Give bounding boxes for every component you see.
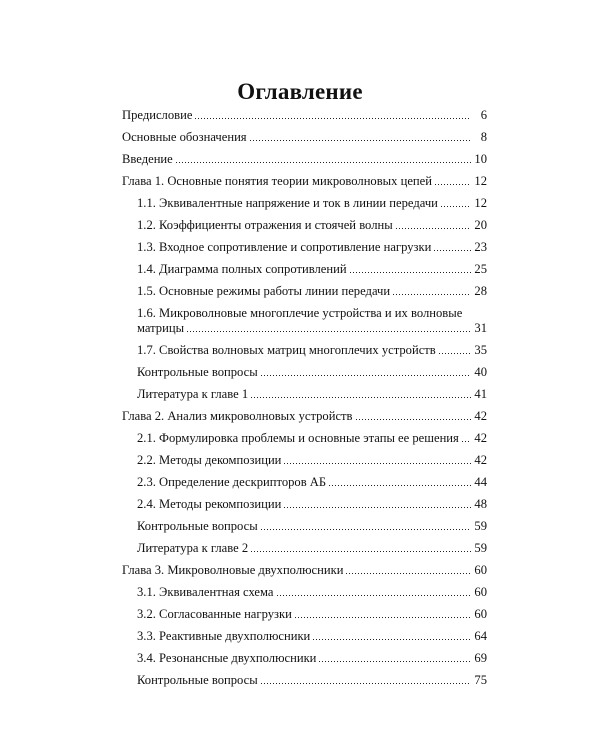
dot-leader: [250, 543, 471, 553]
toc-entry-line2: [137, 321, 487, 336]
dot-leader: [250, 389, 471, 399]
toc-entry-label: Контрольные вопросы: [137, 365, 258, 379]
toc-entry: [122, 240, 487, 255]
toc-entry-page: 69: [474, 651, 487, 665]
toc-entry-label: 1.3. Входное сопротивление и сопротивление нагрузки: [137, 240, 432, 254]
dot-leader: [283, 455, 471, 465]
toc-entry-page: 60: [474, 563, 487, 577]
toc-entry: [122, 541, 487, 556]
toc-entry-label: 1.1. Эквивалентные напряжение и ток в линии передачи: [137, 196, 438, 210]
toc-entry-label: Глава 2. Анализ микроволновых устройств: [122, 409, 353, 423]
toc-entry-label: 2.4. Методы рекомпозиции: [137, 497, 282, 511]
dot-leader: [440, 198, 471, 208]
toc-entry-label-continued: матрицы: [137, 321, 185, 335]
toc-entry-page: 8: [480, 130, 487, 144]
dot-leader: [249, 132, 471, 142]
toc-entry-label: 2.2. Методы декомпозиции: [137, 453, 282, 467]
toc-entry: [122, 306, 487, 336]
toc-entry: [122, 431, 487, 446]
toc-entry-page: 64: [474, 629, 487, 643]
toc-entry-label: Глава 1. Основные понятия теории микроволновых цепей: [122, 174, 432, 188]
dot-leader: [349, 264, 471, 274]
toc-entry-label: Контрольные вопросы: [137, 673, 258, 687]
toc-entry: [122, 130, 487, 145]
toc-entry: [122, 651, 487, 666]
dot-leader: [294, 609, 471, 619]
toc-entry: [122, 409, 487, 424]
toc-entry-page: 35: [474, 343, 487, 357]
toc-entry-label: 3.2. Согласованные нагрузки: [137, 607, 292, 621]
toc-entry-label: Основные обозначения: [122, 130, 247, 144]
toc-entry: [122, 475, 487, 490]
toc-entry: [122, 497, 487, 512]
toc-entry-label: Литература к главе 1: [137, 387, 249, 401]
dot-leader: [328, 477, 471, 487]
toc-entry-label: Глава 3. Микроволновые двухполюсники: [122, 563, 344, 577]
toc-entry-label: 1.7. Свойства волновых матриц многоплечих устройств: [137, 343, 436, 357]
dot-leader: [260, 675, 471, 685]
toc-entry-page: 41: [474, 387, 487, 401]
toc-entry-label: 1.2. Коэффициенты отражения и стоячей волны: [137, 218, 393, 232]
toc-entry-page: 60: [474, 585, 487, 599]
toc-entry-page: 59: [474, 541, 487, 555]
toc-entry: [122, 673, 487, 688]
toc-entry-page: 42: [474, 453, 487, 467]
dot-leader: [438, 345, 471, 355]
toc-entry-page: 12: [474, 196, 487, 210]
dot-leader: [260, 521, 471, 531]
toc-entry-page: 12: [474, 174, 487, 188]
dot-leader: [434, 176, 471, 186]
table-of-contents: [122, 108, 487, 688]
dot-leader: [186, 323, 471, 333]
toc-entry: [122, 218, 487, 233]
toc-entry-label: Предисловие: [122, 108, 193, 122]
dot-leader: [312, 631, 471, 641]
toc-entry-page: 75: [474, 673, 487, 687]
toc-entry: [122, 365, 487, 380]
toc-entry: [122, 585, 487, 600]
toc-entry-page: 6: [480, 108, 487, 122]
toc-entry-label: Введение: [122, 152, 173, 166]
dot-leader: [355, 411, 471, 421]
toc-entry-label: 2.3. Определение дескрипторов АБ: [137, 475, 327, 489]
toc-entry: [122, 387, 487, 402]
toc-entry-label: 2.1. Формулировка проблемы и основные этапы ее решения: [137, 431, 459, 445]
toc-entry-label: Контрольные вопросы: [137, 519, 258, 533]
toc-entry-page: 23: [474, 240, 487, 254]
toc-entry-page: 28: [474, 284, 487, 298]
toc-entry-page: 10: [474, 152, 487, 166]
toc-entry-page: 42: [474, 409, 487, 423]
toc-entry-page: 59: [474, 519, 487, 533]
toc-entry-page: 44: [474, 475, 487, 489]
toc-entry-page: 25: [474, 262, 487, 276]
toc-entry: [122, 343, 487, 358]
dot-leader: [260, 367, 471, 377]
toc-entry-page: 48: [474, 497, 487, 511]
dot-leader: [461, 433, 471, 443]
toc-entry-label: 3.4. Резонансные двухполюсники: [137, 651, 317, 665]
dot-leader: [345, 565, 471, 575]
toc-entry: [122, 607, 487, 622]
toc-entry-label: 3.3. Реактивные двухполюсники: [137, 629, 311, 643]
toc-entry-page: 60: [474, 607, 487, 621]
dot-leader: [194, 110, 471, 120]
toc-entry-page: 42: [474, 431, 487, 445]
toc-entry: [122, 453, 487, 468]
toc-entry: [122, 196, 487, 211]
dot-leader: [276, 587, 472, 597]
dot-leader: [175, 154, 471, 164]
toc-entry: [122, 519, 487, 534]
page-title: Оглавление: [237, 79, 363, 104]
dot-leader: [283, 499, 471, 509]
toc-entry-label: Литература к главе 2: [137, 541, 249, 555]
toc-entry-label: 1.4. Диаграмма полных сопротивлений: [137, 262, 347, 276]
toc-entry-page: 31: [474, 321, 487, 335]
toc-entry: [122, 108, 487, 123]
toc-entry-label: 1.6. Микроволновые многоплечие устройства и их волновые: [137, 306, 463, 320]
toc-entry-label: 3.1. Эквивалентная схема: [137, 585, 274, 599]
toc-entry: [122, 152, 487, 167]
toc-entry-label: 1.5. Основные режимы работы линии передачи: [137, 284, 391, 298]
toc-entry-page: 40: [474, 365, 487, 379]
toc-entry-page: 20: [474, 218, 487, 232]
toc-entry: [122, 629, 487, 644]
dot-leader: [395, 220, 471, 230]
toc-entry: [122, 284, 487, 299]
dot-leader: [433, 242, 471, 252]
toc-entry: [122, 174, 487, 189]
toc-entry: [122, 262, 487, 277]
dot-leader: [318, 653, 471, 663]
dot-leader: [392, 286, 471, 296]
toc-entry: [122, 563, 487, 578]
